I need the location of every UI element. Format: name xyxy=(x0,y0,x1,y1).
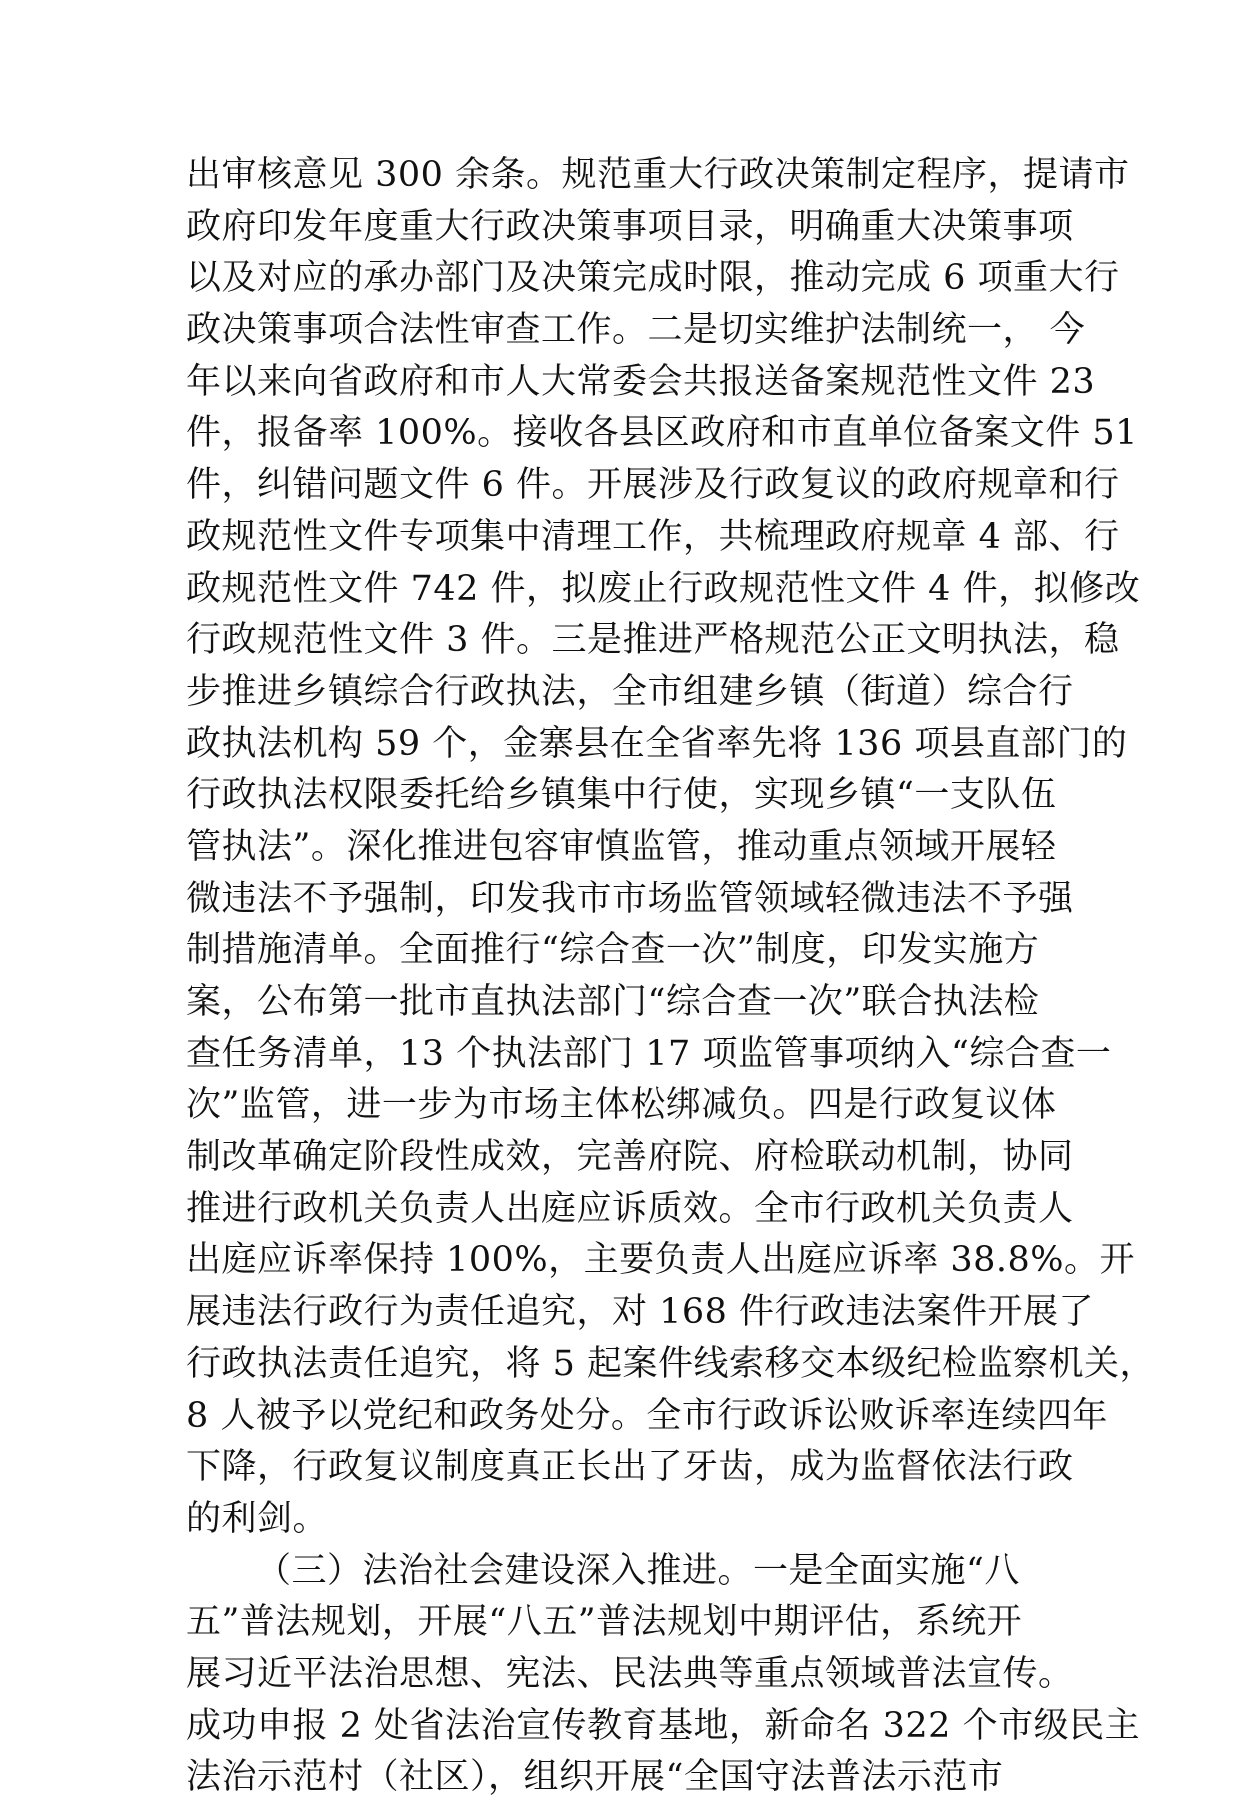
text-line: 成功申报 2 处省法治宣传教育基地，新命名 322 个市级民主 xyxy=(186,1705,1141,1746)
text-line: 展习近平法治思想、宪法、民法典等重点领域普法宣传。 xyxy=(186,1653,1074,1694)
text-line: 行政规范性文件 3 件。三是推进严格规范公正文明执法，稳 xyxy=(186,620,1120,661)
text-line: 年以来向省政府和市人大常委会共报送备案规范性文件 23 xyxy=(186,361,1096,402)
text-line: 展违法行政行为责任追究，对 168 件行政违法案件开展了 xyxy=(186,1292,1095,1333)
text-line: 政府印发年度重大行政决策事项目录，明确重大决策事项 xyxy=(186,206,1074,247)
text-line: 政规范性文件专项集中清理工作，共梳理政府规章 4 部、行 xyxy=(186,516,1120,557)
section-heading-line: （三）法治社会建设深入推进。一是全面实施“八 xyxy=(256,1550,1020,1591)
text-line: 出庭应诉率保持 100%，主要负责人出庭应诉率 38.8%。开 xyxy=(186,1240,1136,1281)
text-line: 行政执法权限委托给乡镇集中行使，实现乡镇“一支队伍 xyxy=(186,775,1057,816)
text-line: 下降，行政复议制度真正长出了牙齿，成为监督依法行政 xyxy=(186,1447,1074,1488)
text-line: 步推进乡镇综合行政执法，全市组建乡镇（街道）综合行 xyxy=(186,671,1074,712)
text-line: 的利剑。 xyxy=(186,1498,329,1539)
text-line: 出审核意见 300 余条。规范重大行政决策制定程序，提请市 xyxy=(186,155,1130,195)
text-line: 次”监管，进一步为市场主体松绑减负。四是行政复议体 xyxy=(186,1085,1057,1126)
text-line: 以及对应的承办部门及决策完成时限，推动完成 6 项重大行 xyxy=(186,258,1120,299)
text-line: 制改革确定阶段性成效，完善府院、府检联动机制，协同 xyxy=(186,1137,1074,1178)
text-line: 微违法不予强制，印发我市市场监管领域轻微违法不予强 xyxy=(186,878,1074,919)
text-line: 推进行政机关负责人出庭应诉质效。全市行政机关负责人 xyxy=(186,1188,1074,1229)
text-line: 件，纠错问题文件 6 件。开展涉及行政复议的政府规章和行 xyxy=(186,465,1120,506)
text-line: 政决策事项合法性审查工作。二是切实维护法制统一， 今 xyxy=(186,310,1086,351)
text-line: 行政执法责任追究，将 5 起案件线索移交本级纪检监察机关， xyxy=(186,1343,1156,1384)
text-line: 政执法机构 59 个，金寨县在全省率先将 136 项县直部门的 xyxy=(186,723,1128,764)
text-line: 制措施清单。全面推行“综合查一次”制度，印发实施方 xyxy=(186,930,1040,971)
text-line: 查任务清单，13 个执法部门 17 项监管事项纳入“综合查一 xyxy=(186,1033,1112,1074)
text-line: 案，公布第一批市直执法部门“综合查一次”联合执法检 xyxy=(186,982,1040,1022)
document-body xyxy=(186,150,1156,1804)
text-line: 法治示范村（社区），组织开展“全国守法普法示范市 xyxy=(186,1757,1004,1798)
text-line: 8 人被予以党纪和政务处分。全市行政诉讼败诉率连续四年 xyxy=(186,1395,1108,1436)
text-line: 五”普法规划，开展“八五”普法规划中期评估，系统开 xyxy=(186,1602,1023,1643)
text-line: 件，报备率 100%。接收各县区政府和市直单位备案文件 51 xyxy=(186,413,1138,454)
text-line: 管执法”。深化推进包容审慎监管，推动重点领域开展轻 xyxy=(186,826,1057,867)
text-line: 政规范性文件 742 件，拟废止行政规范性文件 4 件，拟修改 xyxy=(186,568,1141,609)
